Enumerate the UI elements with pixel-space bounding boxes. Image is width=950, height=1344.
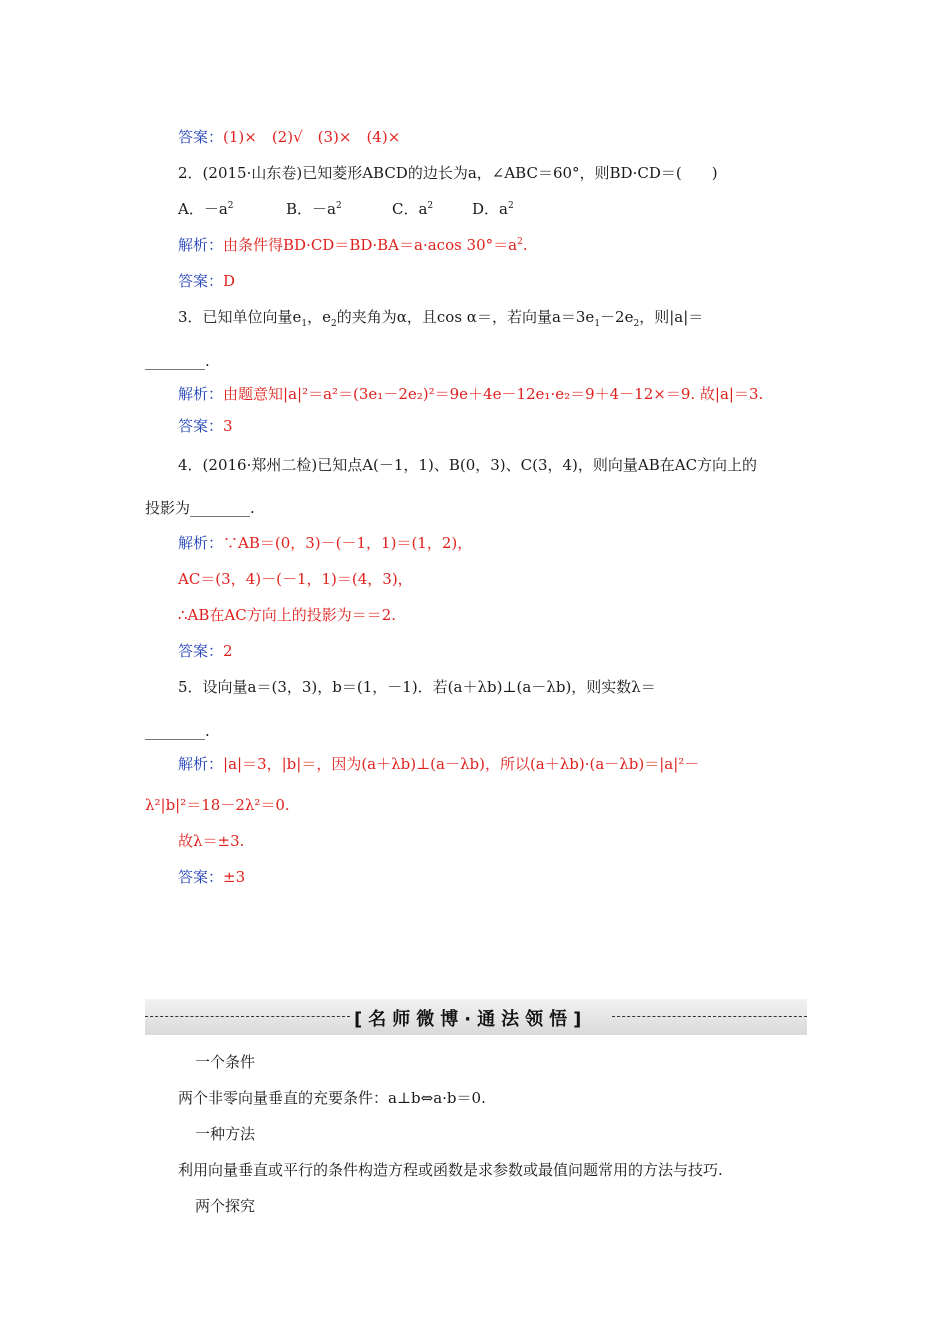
- q2-choices: [178, 199, 514, 219]
- tip-heading-2: 一种方法: [195, 1125, 256, 1143]
- q2-analysis: [178, 235, 528, 255]
- q3-analysis: [178, 384, 763, 404]
- answer-label: 答案：: [178, 272, 224, 290]
- tip-heading-1: 一个条件: [195, 1053, 256, 1071]
- q5-analysis-line-2: λ²|b|²＝18－2λ²＝0.: [145, 796, 290, 814]
- choice-a: A．$-a^2$: [178, 200, 234, 218]
- q4-stem-2: 投影为________.: [145, 499, 255, 517]
- banner-title: [名师微博·通法领悟]: [354, 1009, 588, 1030]
- choice-b: B．$-a^2$: [286, 200, 342, 218]
- answer-label: 答案：: [178, 868, 224, 886]
- analysis-label: 解析：: [178, 534, 224, 552]
- q5-analysis: [178, 754, 699, 774]
- analysis-text: ∵AB＝(0，3)－(－1，1)＝(1，2)，: [223, 534, 473, 552]
- q4-analysis-line-3: ∴AB在AC方向上的投影为＝＝2.: [178, 606, 397, 624]
- analysis-label: 解析：: [178, 236, 224, 254]
- q5-answer: [178, 867, 245, 887]
- answer-value: 3: [223, 417, 233, 435]
- answer-label: 答案：: [178, 642, 224, 660]
- answer-value: ±3: [223, 868, 246, 886]
- tip-paragraph-1: 两个非零向量垂直的充要条件：a⊥b⇔a·b＝0.: [178, 1089, 486, 1107]
- q4-stem: 4．(2016·郑州二检)已知点A(－1，1)、B(0，3)、C(3，4)，则向量AB在AC方向上的: [178, 456, 758, 474]
- q1-answer: [178, 127, 400, 147]
- tip-heading-3: 两个探究: [195, 1197, 256, 1215]
- q4-answer: [178, 641, 233, 661]
- choice-d: D．$a^2$: [472, 200, 514, 218]
- q2-stem: 2．(2015·山东卷)已知菱形ABCD的边长为a，∠ABC＝60°，则BD·CD＝( ): [178, 164, 718, 182]
- analysis-text: 由条件得BD·CD＝BD·BA＝a·acos $30^\circ=a^2$.: [223, 236, 528, 254]
- section-banner: [145, 999, 807, 1035]
- analysis-text: 由题意知|a|²＝a²＝(3e₁－2e₂)²＝9e＋4e－12e₁·e₂＝9＋4－12×＝9. 故|a|＝3.: [223, 385, 764, 403]
- answer-value: (1)× (2)√ (3)× (4)×: [223, 128, 401, 146]
- q2-answer: [178, 271, 235, 291]
- answer-label: 答案：: [178, 128, 224, 146]
- q3-answer: [178, 416, 233, 436]
- analysis-label: 解析：: [178, 385, 224, 403]
- answer-label: 答案：: [178, 417, 224, 435]
- q4-analysis-line-2: AC＝(3，4)－(－1，1)＝(4，3)，: [178, 570, 413, 588]
- q5-stem: 5．设向量a＝(3，3)，b＝(1，－1)．若(a＋λb)⊥(a－λb)，则实数λ＝: [178, 678, 656, 696]
- q4-analysis: [178, 533, 472, 553]
- analysis-text: |a|＝3，|b|＝，因为(a＋λb)⊥(a－λb)，所以(a＋λb)·(a－λb)＝|a|²－: [223, 755, 700, 773]
- q5-analysis-line-3: 故λ＝±3.: [178, 832, 245, 850]
- choice-c: C．$a^2$: [392, 200, 434, 218]
- banner-divider-right: [612, 1016, 807, 1017]
- answer-value: D: [223, 272, 236, 290]
- banner-divider-left: [145, 1016, 350, 1017]
- tip-paragraph-2: 利用向量垂直或平行的条件构造方程或函数是求参数或最值问题常用的方法与技巧.: [178, 1161, 723, 1179]
- q3-stem: 3．已知单位向量$e_1$，$e_2$的夹角为α，且cos α＝，若向量$a=3e_1-2e_2$，则|a|＝: [178, 308, 704, 329]
- q3-blank: ________.: [145, 352, 210, 370]
- answer-value: 2: [223, 642, 233, 660]
- analysis-label: 解析：: [178, 755, 224, 773]
- q5-blank: ________.: [145, 722, 210, 740]
